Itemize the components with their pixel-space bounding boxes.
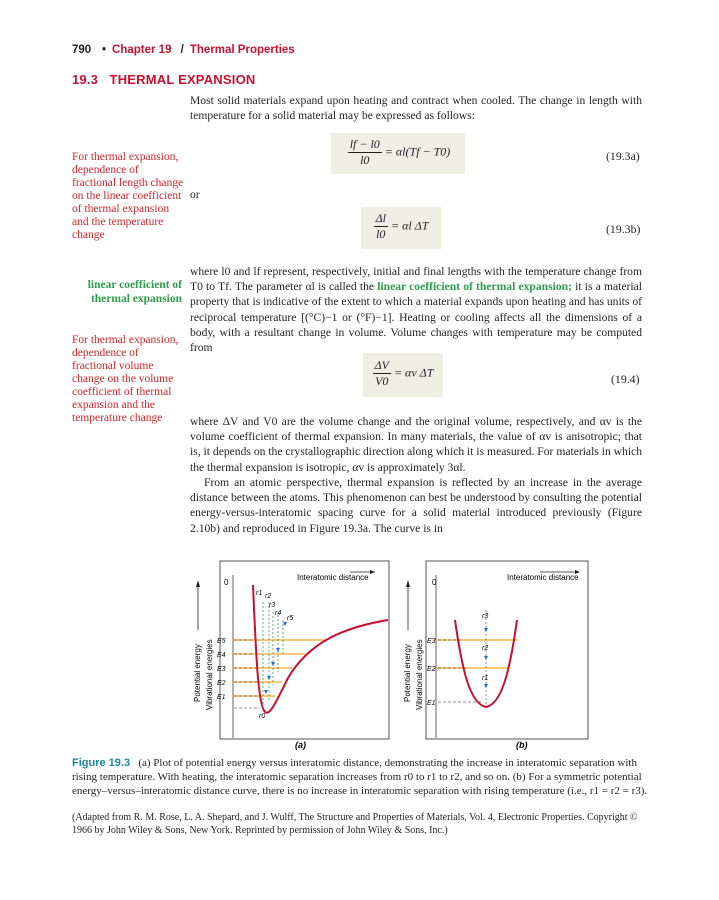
panel-b-sublabel: (b) <box>516 740 528 750</box>
chapter-title: Thermal Properties <box>189 44 295 56</box>
panel-a-sublabel: (a) <box>295 740 306 750</box>
section-number: 19.3 <box>72 72 99 87</box>
panel-a-E2: E2 <box>217 680 226 687</box>
equation-19-3a-label: (19.3a) <box>606 149 640 163</box>
figure-credit: (Adapted from R. M. Rose, L. A. Shepard, and J. Wulff, The Structure and Properties of Materials, Vol. 4, Electronic Properties. Copyright © 1966 by John Wiley & Sons, New York. Reprinted by permission of John Wiley & Sons, Inc.) <box>72 812 638 836</box>
panel-a-E5: E5 <box>217 638 226 645</box>
panel-a-frame <box>220 561 389 739</box>
panel-b-frame <box>426 561 588 739</box>
eq2-rhs: = αl ΔT <box>390 218 429 233</box>
linear-coefficient-paragraph <box>190 264 642 355</box>
equation-19-4-label: (19.4) <box>611 372 640 386</box>
panel-a-E4: E4 <box>217 652 226 659</box>
panel-a-E1: E1 <box>217 694 226 701</box>
header-slash: / <box>180 44 184 56</box>
panel-a-axis-top-label: Interatomic distance <box>297 573 369 582</box>
panel-a-ylabel-inner: Vibrational energies <box>205 639 214 710</box>
panel-a-r4: r4 <box>275 610 282 617</box>
figure-label: Figure 19.3 <box>72 757 131 769</box>
eq2-numerator: Δl <box>375 211 386 225</box>
eq3-denominator: V0 <box>375 374 389 388</box>
eq3-numerator: ΔV <box>374 358 389 372</box>
or-text: or <box>190 188 200 201</box>
panel-a-r2: r2 <box>265 593 272 600</box>
linear-coefficient-term: linear coefficient of thermal expansion; <box>377 280 572 294</box>
panel-b-r3: r3 <box>482 613 489 620</box>
figure-panel-a <box>190 560 390 750</box>
equation-19-3b <box>362 211 440 242</box>
panel-b-E1: E1 <box>427 700 436 707</box>
panel-a-zero-label: 0 <box>224 578 229 587</box>
figure-panel-b <box>400 560 600 750</box>
section-title: THERMAL EXPANSION <box>109 72 256 87</box>
intro-paragraph: Most solid materials expand upon heating and contract when cooled. The change in length with temperature for a solid material may be expressed as follows: <box>190 94 642 123</box>
figure-caption <box>72 756 652 798</box>
chapter-label: Chapter 19 <box>112 44 172 56</box>
eq1-rhs: = αl(Tf − T0) <box>384 144 451 159</box>
margin-note-volume: For thermal expansion, dependence of fractional volume change on the volume coefficient of thermal expansion and the temperature change <box>72 334 179 424</box>
section-heading <box>72 72 255 87</box>
panel-b-axis-top-label: Interatomic distance <box>507 573 579 582</box>
panel-b-E2: E2 <box>427 666 436 673</box>
where1-rest: it is a material property that is indicative of the extent to which a material expands upon heating and has units of reciprocal temperature [(°C)−1 or (°F)−1]. Heating or cooling affects all the dimensions of a body, with a resultant change in volume. Volume changes with temperature may be computed from <box>190 280 643 355</box>
panel-a-E3: E3 <box>217 666 226 673</box>
eq2-denominator: l0 <box>376 227 386 241</box>
equation-19-3a <box>335 137 463 168</box>
panel-b-r1: r1 <box>482 675 489 682</box>
eq3-rhs: = αv ΔT <box>393 365 434 380</box>
running-header <box>102 44 295 56</box>
margin-note-length: For thermal expansion, dependence of fractional length change on the linear coefficient of thermal expansion and the temperature change <box>72 151 184 241</box>
eq1-denominator: l0 <box>360 153 370 167</box>
panel-a-r1: r1 <box>256 590 263 597</box>
page-number: 790 <box>72 44 92 56</box>
figure-caption-text: (a) Plot of potential energy versus interatomic distance, demonstrating the increase in interatomic separation with rising temperature. With heating, the interatomic separation increases from r0 to r1 to r2, and so on. (b) For a symmetric potential energy–versus–interatomic distance curve, there is no increase in interatomic separation with rising temperature (i.e., r1 = r2 = r3). <box>72 757 648 797</box>
margin-note-linear-coefficient: linear coefficient of thermal expansion <box>87 279 182 305</box>
atomic-perspective-paragraph: From an atomic perspective, thermal expansion is reflected by an increase in the average distance between the atoms. This phenomenon can best be understood by consulting the potential energy-versus-interatomic spacing curve for a solid material introduced previously (Figure 2.10b) and reproduced in Figure 19.3a. The curve is in <box>190 476 642 535</box>
panel-b-zero-label: 0 <box>432 578 437 587</box>
panel-a-r0: r0 <box>259 713 266 720</box>
where1-text: where l0 and lf represent, respectively, initial and final lengths with the temperature change from T0 to Tf. The parameter αl is called the <box>190 265 642 294</box>
panel-b-r2: r2 <box>482 645 489 652</box>
equation-19-4 <box>364 358 442 389</box>
eq1-numerator: lf − l0 <box>349 137 380 151</box>
panel-b-ylabel-inner: Vibrational energies <box>415 639 424 710</box>
equation-19-3b-label: (19.3b) <box>606 222 641 236</box>
panel-a-r5: r5 <box>287 615 294 622</box>
panel-b-E3: E3 <box>427 638 436 645</box>
panel-b-ylabel-outer: Potential energy <box>403 644 412 702</box>
volume-coefficient-paragraph: where ΔV and V0 are the volume change and the original volume, respectively, and αv is the volume coefficient of thermal expansion. In many materials, the value of αv is anisotropic; that is, it depends on the crystallographic direction along which it is measured. For materials in which the thermal expansion is isotropic, αv is approximately 3αl. <box>190 415 642 474</box>
panel-a-r3: r3 <box>269 602 276 609</box>
header-separator: • <box>102 44 107 56</box>
panel-a-ylabel-outer: Potential energy <box>193 644 202 702</box>
